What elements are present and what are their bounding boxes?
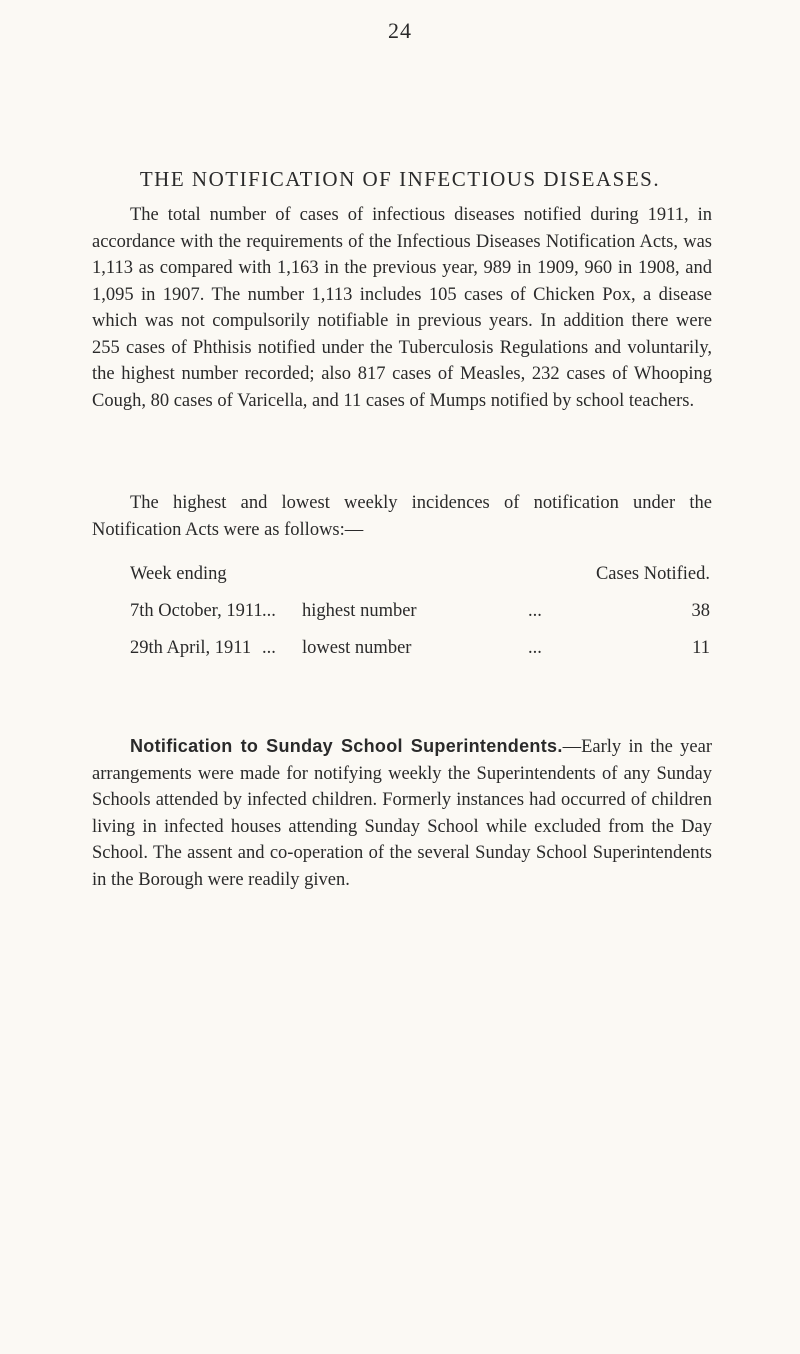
week-ending-cell: 29th April, 1911 bbox=[130, 638, 252, 658]
cases-count-cell: 11 bbox=[692, 638, 710, 658]
header-cases-notified: Cases Notified. bbox=[595, 564, 710, 584]
description-cell: highest number bbox=[302, 601, 417, 621]
run-in-heading: Notification to Sunday School Superintendents. bbox=[130, 736, 563, 756]
weekly-notification-table bbox=[130, 556, 710, 667]
week-ending-cell: 7th October, 1911 bbox=[130, 601, 263, 621]
cases-count-cell: 38 bbox=[691, 601, 710, 621]
description-cell: lowest number bbox=[302, 638, 412, 658]
paragraph-body-text: —Early in the year arrangements were made for notifying weekly the Superintendents of any Sunday Schools attended by infected children. Formerly instances had occurred of children living in infected houses attending Sunday School while excluded from the Day School. The assent and co-operation of the several Sunday School Superintendents in the Borough were readily given. bbox=[92, 737, 712, 890]
leader-dots: ... bbox=[528, 638, 542, 658]
table-row bbox=[130, 630, 710, 667]
header-week-ending: Week ending bbox=[130, 564, 227, 584]
leader-dots: ... bbox=[528, 601, 542, 621]
paragraph-sunday-schools bbox=[92, 733, 712, 893]
section-heading: THE NOTIFICATION OF INFECTIOUS DISEASES. bbox=[139, 167, 661, 191]
page-number: 24 bbox=[388, 18, 412, 43]
table-header-row bbox=[130, 556, 710, 593]
table-row bbox=[130, 593, 710, 630]
paragraph-weekly-incidences: The highest and lowest weekly incidences of notification under the Notification Acts were as follows:— bbox=[92, 493, 712, 540]
leader-dots: ... bbox=[262, 638, 276, 658]
leader-dots: ... bbox=[262, 601, 276, 621]
paragraph-total-cases: The total number of cases of infectious diseases notified during 1911, in accordance with the requirements of the Infectious Diseases Notification Acts, was 1,113 as compared with 1,163 in the previous year, 989 in 1909, 960 in 1908, and 1,095 in 1907. The number 1,113 includes 105 cases of Chicken Pox, a disease which was not compulsorily notifiable in previous years. In addition there were 255 cases of Phthisis notified under the Tuberculosis Regulations and voluntarily, the highest number recorded; also 817 cases of Measles, 232 cases of Whooping Cough, 80 cases of Varicella, and 11 cases of Mumps notified by school teachers. bbox=[92, 205, 712, 411]
